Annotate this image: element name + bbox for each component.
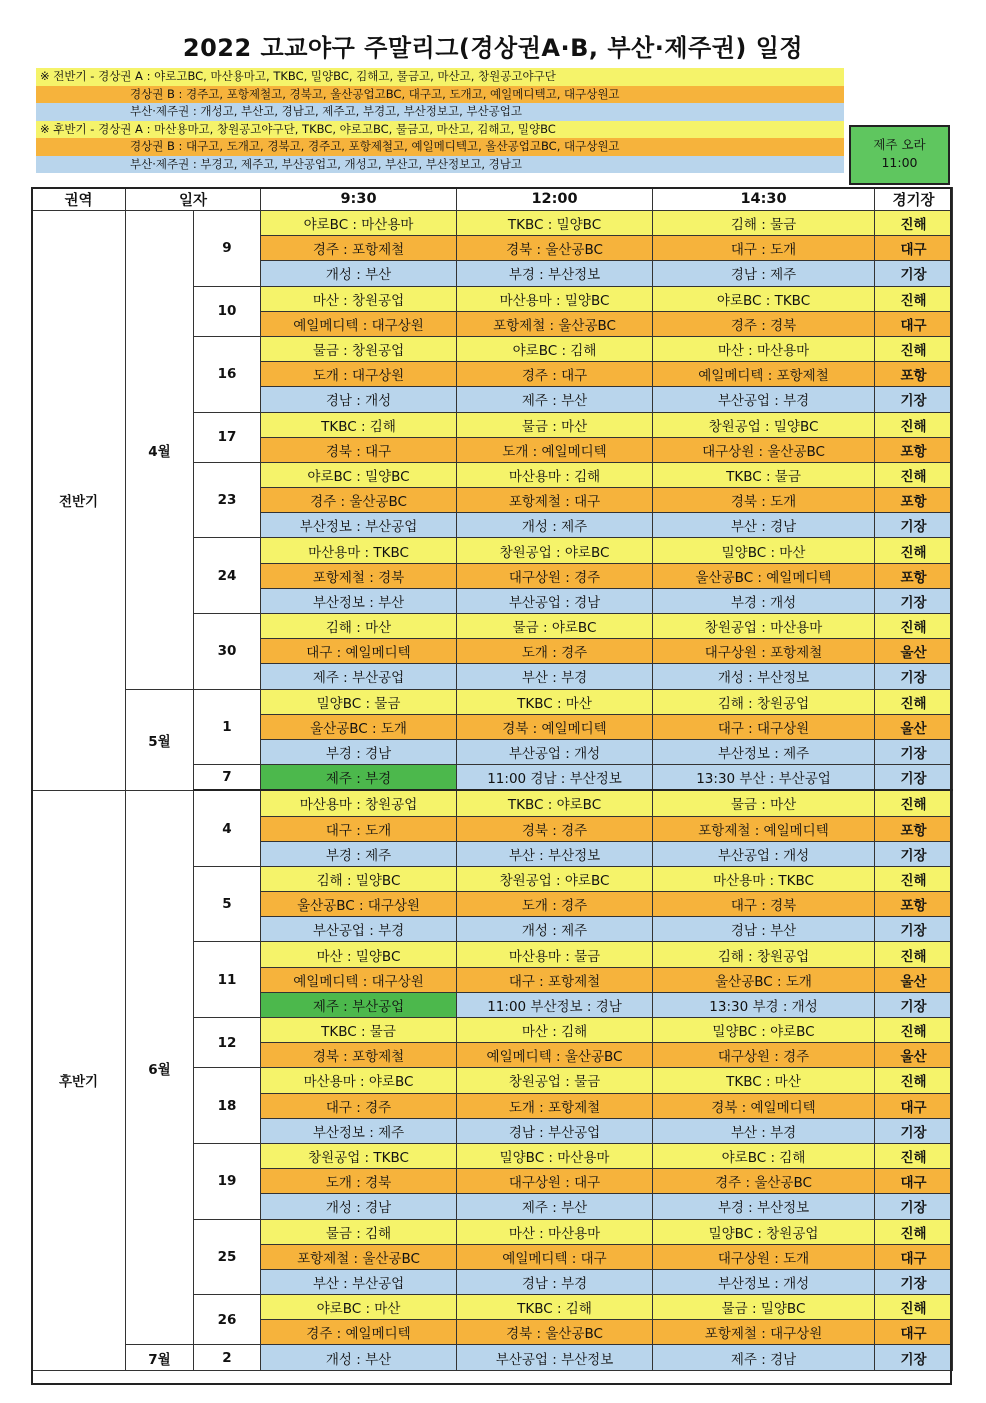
match-cell: 울산공BC : 대구상원: [261, 892, 457, 917]
match-cell: 예일메디텍 : 울산공BC: [457, 1043, 653, 1068]
venue-cell: 울산: [875, 714, 953, 739]
match-cell: 경주 : 울산공BC: [653, 1169, 875, 1194]
match-cell: 경북 : 포항제철: [261, 1043, 457, 1068]
header-venue: 경기장: [875, 188, 953, 211]
match-cell: 대구상원 : 대구: [457, 1169, 653, 1194]
match-cell: 야로BC : 마산용마: [261, 211, 457, 236]
page-title: 2022 고교야구 주말리그(경상권A·B, 부산·제주권) 일정: [182, 34, 804, 62]
match-cell: 마산용마 : 창원공업: [261, 790, 457, 816]
match-cell: 개성 : 부산: [261, 261, 457, 286]
month-label: 5월: [126, 689, 194, 790]
jeju-venue-note: [849, 125, 950, 185]
venue-cell: 기장: [875, 1345, 953, 1370]
venue-cell: 진해: [875, 412, 953, 437]
table-row: [32, 211, 953, 236]
match-cell: 마산용마 : 밀양BC: [457, 286, 653, 311]
match-cell: 야로BC : 마산: [261, 1295, 457, 1320]
match-cell: 개성 : 부산: [261, 1345, 457, 1370]
jeju-venue-name: 제주 오라: [873, 137, 926, 152]
table-row: [32, 790, 953, 816]
header-region: 권역: [32, 188, 126, 211]
venue-cell: 울산: [875, 967, 953, 992]
venue-cell: 대구: [875, 1320, 953, 1345]
match-cell: 도개 : 경주: [457, 639, 653, 664]
day-label: 9: [194, 211, 261, 287]
match-cell: 물금 : 김해: [261, 1219, 457, 1244]
match-cell: 부산정보 : 제주: [653, 739, 875, 764]
venue-cell: 기장: [875, 1118, 953, 1143]
match-cell: 대구 : 경주: [261, 1093, 457, 1118]
match-cell: TKBC : 마산: [457, 689, 653, 714]
match-cell: 야로BC : 밀양BC: [261, 462, 457, 487]
venue-cell: 대구: [875, 236, 953, 261]
match-cell: 개성 : 부산정보: [653, 664, 875, 689]
match-cell: 경북 : 대구: [261, 437, 457, 462]
match-cell: 김해 : 물금: [653, 211, 875, 236]
venue-cell: 포항: [875, 437, 953, 462]
match-cell: 경남 : 제주: [653, 261, 875, 286]
match-cell: 경북 : 예일메디텍: [457, 714, 653, 739]
match-cell: 경주 : 예일메디텍: [261, 1320, 457, 1345]
match-cell: 포항제철 : 예일메디텍: [653, 816, 875, 841]
day-label: 1: [194, 689, 261, 765]
note-line: 부산·제주권 : 개성고, 부산고, 경남고, 제주고, 부경고, 부산정보고, 부산공업고: [36, 103, 844, 121]
match-cell: 김해 : 밀양BC: [261, 866, 457, 891]
match-cell: 창원공업 : 야로BC: [457, 538, 653, 563]
match-cell: TKBC : 마산: [653, 1068, 875, 1093]
match-cell: 대구상원 : 포항제철: [653, 639, 875, 664]
match-cell: 부산공업 : 부경: [653, 387, 875, 412]
venue-cell: 울산: [875, 1043, 953, 1068]
venue-cell: 대구: [875, 1244, 953, 1269]
match-cell: 대구상원 : 도개: [653, 1244, 875, 1269]
match-cell: 부산정보 : 부산: [261, 588, 457, 613]
match-cell: 창원공업 : 밀양BC: [653, 412, 875, 437]
venue-cell: 포항: [875, 892, 953, 917]
venue-cell: 포항: [875, 816, 953, 841]
jeju-venue-time: 11:00: [881, 155, 918, 170]
match-cell: 제주 : 부산공업: [261, 992, 457, 1017]
venue-cell: 진해: [875, 1018, 953, 1043]
venue-cell: 포항: [875, 488, 953, 513]
match-cell: 포항제철 : 대구상원: [653, 1320, 875, 1345]
match-cell: 물금 : 마산: [653, 790, 875, 816]
match-cell: 야로BC : TKBC: [653, 286, 875, 311]
day-label: 12: [194, 1018, 261, 1068]
header-time-3: 14:30: [653, 188, 875, 211]
day-label: 5: [194, 866, 261, 942]
venue-cell: 기장: [875, 841, 953, 866]
match-cell: TKBC : 밀양BC: [457, 211, 653, 236]
match-cell: 대구 : 포항제철: [457, 967, 653, 992]
match-cell: 물금 : 야로BC: [457, 614, 653, 639]
match-cell: 대구 : 도개: [653, 236, 875, 261]
day-label: 18: [194, 1068, 261, 1144]
match-cell: 부산 : 부경: [653, 1118, 875, 1143]
day-label: 17: [194, 412, 261, 462]
venue-cell: 기장: [875, 992, 953, 1017]
match-cell: 11:00 경남 : 부산정보: [457, 765, 653, 791]
match-cell: 13:30 부산 : 부산공업: [653, 765, 875, 791]
match-cell: 대구 : 예일메디텍: [261, 639, 457, 664]
match-cell: 대구 : 도개: [261, 816, 457, 841]
match-cell: 마산용마 : TKBC: [261, 538, 457, 563]
match-cell: 경남 : 개성: [261, 387, 457, 412]
venue-cell: 울산: [875, 639, 953, 664]
match-cell: 부산정보 : 개성: [653, 1269, 875, 1294]
month-label: 7월: [126, 1345, 194, 1370]
match-cell: 창원공업 : 마산용마: [653, 614, 875, 639]
venue-cell: 진해: [875, 1295, 953, 1320]
match-cell: 부산공업 : 부경: [261, 917, 457, 942]
match-cell: TKBC : 김해: [457, 1295, 653, 1320]
match-cell: TKBC : 야로BC: [457, 790, 653, 816]
match-cell: 개성 : 경남: [261, 1194, 457, 1219]
match-cell: 밀양BC : 마산용마: [457, 1143, 653, 1168]
match-cell: 예일메디텍 : 포항제철: [653, 362, 875, 387]
match-cell: 마산용마 : 야로BC: [261, 1068, 457, 1093]
venue-cell: 포항: [875, 362, 953, 387]
match-cell: 부경 : 부산정보: [457, 261, 653, 286]
match-cell: 부산공업 : 개성: [653, 841, 875, 866]
match-cell: TKBC : 김해: [261, 412, 457, 437]
match-cell: 김해 : 창원공업: [653, 942, 875, 967]
match-cell: 포항제철 : 대구: [457, 488, 653, 513]
note-line: ※ 후반기 - 경상권 A : 마산용마고, 창원공고야구단, TKBC, 야로고BC, 물금고, 마산고, 김해고, 밀양BC: [36, 121, 844, 139]
match-cell: 개성 : 제주: [457, 917, 653, 942]
venue-cell: 진해: [875, 790, 953, 816]
day-label: 25: [194, 1219, 261, 1295]
match-cell: 야로BC : 김해: [653, 1143, 875, 1168]
match-cell: 대구 : 대구상원: [653, 714, 875, 739]
day-label: 2: [194, 1345, 261, 1370]
venue-cell: 대구: [875, 1093, 953, 1118]
day-label: 30: [194, 614, 261, 690]
venue-cell: 대구: [875, 1169, 953, 1194]
venue-cell: 기장: [875, 261, 953, 286]
venue-cell: 기장: [875, 588, 953, 613]
match-cell: 김해 : 마산: [261, 614, 457, 639]
match-cell: 경북 : 경주: [457, 816, 653, 841]
match-cell: 창원공업 : 물금: [457, 1068, 653, 1093]
match-cell: TKBC : 물금: [653, 462, 875, 487]
match-cell: 대구상원 : 경주: [653, 1043, 875, 1068]
table-row: [32, 1345, 953, 1370]
match-cell: 부경 : 제주: [261, 841, 457, 866]
day-label: 19: [194, 1143, 261, 1219]
day-label: 26: [194, 1295, 261, 1345]
day-label: 23: [194, 462, 261, 538]
table-row: [32, 689, 953, 714]
match-cell: 경남 : 부산공업: [457, 1118, 653, 1143]
match-cell: 경주 : 포항제철: [261, 236, 457, 261]
note-line: 경상권 B : 경주고, 포항제철고, 경북고, 울산공업고BC, 대구고, 도개고, 예일메디텍고, 대구상원고: [36, 86, 844, 104]
day-label: 7: [194, 765, 261, 791]
match-cell: 대구상원 : 울산공BC: [653, 437, 875, 462]
header-row: [32, 188, 953, 211]
venue-cell: 진해: [875, 211, 953, 236]
venue-cell: 기장: [875, 387, 953, 412]
match-cell: 13:30 부경 : 개성: [653, 992, 875, 1017]
match-cell: 마산 : 창원공업: [261, 286, 457, 311]
day-label: 16: [194, 336, 261, 412]
match-cell: 대구상원 : 경주: [457, 563, 653, 588]
match-cell: 부경 : 경남: [261, 739, 457, 764]
header-date: 일자: [126, 188, 261, 211]
match-cell: 부산 : 부산공업: [261, 1269, 457, 1294]
venue-cell: 기장: [875, 917, 953, 942]
match-cell: 경북 : 도개: [653, 488, 875, 513]
match-cell: 포항제철 : 울산공BC: [457, 311, 653, 336]
day-label: 10: [194, 286, 261, 336]
match-cell: 마산용마 : 물금: [457, 942, 653, 967]
day-label: 4: [194, 790, 261, 866]
venue-cell: 진해: [875, 336, 953, 361]
venue-cell: 진해: [875, 689, 953, 714]
match-cell: 대구 : 경북: [653, 892, 875, 917]
match-cell: 도개 : 경북: [261, 1169, 457, 1194]
day-label: 24: [194, 538, 261, 614]
match-cell: 경주 : 대구: [457, 362, 653, 387]
match-cell: 부산공업 : 경남: [457, 588, 653, 613]
venue-cell: 진해: [875, 538, 953, 563]
match-cell: 포항제철 : 경북: [261, 563, 457, 588]
match-cell: 밀양BC : 마산: [653, 538, 875, 563]
venue-cell: 진해: [875, 286, 953, 311]
note-line: ※ 전반기 - 경상권 A : 야로고BC, 마산용마고, TKBC, 밀양BC, 김해고, 물금고, 마산고, 창원공고야구단: [36, 68, 844, 86]
match-cell: 물금 : 밀양BC: [653, 1295, 875, 1320]
match-cell: 경북 : 울산공BC: [457, 1320, 653, 1345]
match-cell: 경북 : 울산공BC: [457, 236, 653, 261]
match-cell: 울산공BC : 도개: [261, 714, 457, 739]
venue-cell: 진해: [875, 866, 953, 891]
match-cell: 부경 : 개성: [653, 588, 875, 613]
match-cell: 야로BC : 김해: [457, 336, 653, 361]
match-cell: 울산공BC : 예일메디텍: [653, 563, 875, 588]
match-cell: 경남 : 부산: [653, 917, 875, 942]
match-cell: 밀양BC : 창원공업: [653, 1219, 875, 1244]
venue-cell: 진해: [875, 462, 953, 487]
half-label: 전반기: [32, 211, 126, 791]
match-cell: 마산 : 마산용마: [457, 1219, 653, 1244]
venue-cell: 진해: [875, 1219, 953, 1244]
match-cell: 마산용마 : TKBC: [653, 866, 875, 891]
match-cell: 도개 : 예일메디텍: [457, 437, 653, 462]
match-cell: 부산공업 : 부산정보: [457, 1345, 653, 1370]
match-cell: 예일메디텍 : 대구: [457, 1244, 653, 1269]
match-cell: 부산 : 부산정보: [457, 841, 653, 866]
match-cell: 마산 : 김해: [457, 1018, 653, 1043]
match-cell: 마산 : 밀양BC: [261, 942, 457, 967]
venue-cell: 진해: [875, 942, 953, 967]
match-cell: 제주 : 경남: [653, 1345, 875, 1370]
venue-cell: 기장: [875, 765, 953, 791]
match-cell: 도개 : 포항제철: [457, 1093, 653, 1118]
match-cell: 부산 : 경남: [653, 513, 875, 538]
match-cell: TKBC : 물금: [261, 1018, 457, 1043]
half-label: 후반기: [32, 790, 126, 1370]
match-cell: 부산 : 부경: [457, 664, 653, 689]
venue-cell: 기장: [875, 1269, 953, 1294]
header-time-1: 9:30: [261, 188, 457, 211]
match-cell: 개성 : 제주: [457, 513, 653, 538]
match-cell: 제주 : 부산공업: [261, 664, 457, 689]
venue-cell: 진해: [875, 1143, 953, 1168]
match-cell: 예일메디텍 : 대구상원: [261, 967, 457, 992]
match-cell: 마산 : 마산용마: [653, 336, 875, 361]
venue-cell: 기장: [875, 739, 953, 764]
match-cell: 밀양BC : 야로BC: [653, 1018, 875, 1043]
league-notes: [36, 68, 844, 173]
match-cell: 경남 : 부경: [457, 1269, 653, 1294]
match-cell: 11:00 부산정보 : 경남: [457, 992, 653, 1017]
match-cell: 마산용마 : 김해: [457, 462, 653, 487]
match-cell: 부산공업 : 개성: [457, 739, 653, 764]
month-label: 6월: [126, 790, 194, 1345]
match-cell: 창원공업 : 야로BC: [457, 866, 653, 891]
match-cell: 제주 : 부산: [457, 387, 653, 412]
match-cell: 김해 : 창원공업: [653, 689, 875, 714]
match-cell: 부경 : 부산정보: [653, 1194, 875, 1219]
schedule-table: [31, 187, 953, 1371]
match-cell: 물금 : 마산: [457, 412, 653, 437]
note-line: 경상권 B : 대구고, 도개고, 경북고, 경주고, 포항제철고, 예일메디텍고, 울산공업고BC, 대구상원고: [36, 138, 844, 156]
venue-cell: 기장: [875, 513, 953, 538]
match-cell: 포항제철 : 울산공BC: [261, 1244, 457, 1269]
venue-cell: 진해: [875, 1068, 953, 1093]
match-cell: 울산공BC : 도개: [653, 967, 875, 992]
match-cell: 제주 : 부경: [261, 765, 457, 791]
venue-cell: 대구: [875, 311, 953, 336]
match-cell: 예일메디텍 : 대구상원: [261, 311, 457, 336]
match-cell: 도개 : 대구상원: [261, 362, 457, 387]
header-time-2: 12:00: [457, 188, 653, 211]
day-label: 11: [194, 942, 261, 1018]
match-cell: 부산정보 : 부산공업: [261, 513, 457, 538]
venue-cell: 기장: [875, 664, 953, 689]
venue-cell: 포항: [875, 563, 953, 588]
match-cell: 밀양BC : 물금: [261, 689, 457, 714]
month-label: 4월: [126, 211, 194, 690]
match-cell: 부산정보 : 제주: [261, 1118, 457, 1143]
match-cell: 경주 : 경북: [653, 311, 875, 336]
match-cell: 제주 : 부산: [457, 1194, 653, 1219]
note-line: 부산·제주권 : 부경고, 제주고, 부산공업고, 개성고, 부산고, 부산정보고, 경남고: [36, 156, 844, 174]
match-cell: 경북 : 예일메디텍: [653, 1093, 875, 1118]
match-cell: 도개 : 경주: [457, 892, 653, 917]
match-cell: 경주 : 울산공BC: [261, 488, 457, 513]
match-cell: 물금 : 창원공업: [261, 336, 457, 361]
venue-cell: 기장: [875, 1194, 953, 1219]
match-cell: 창원공업 : TKBC: [261, 1143, 457, 1168]
venue-cell: 진해: [875, 614, 953, 639]
